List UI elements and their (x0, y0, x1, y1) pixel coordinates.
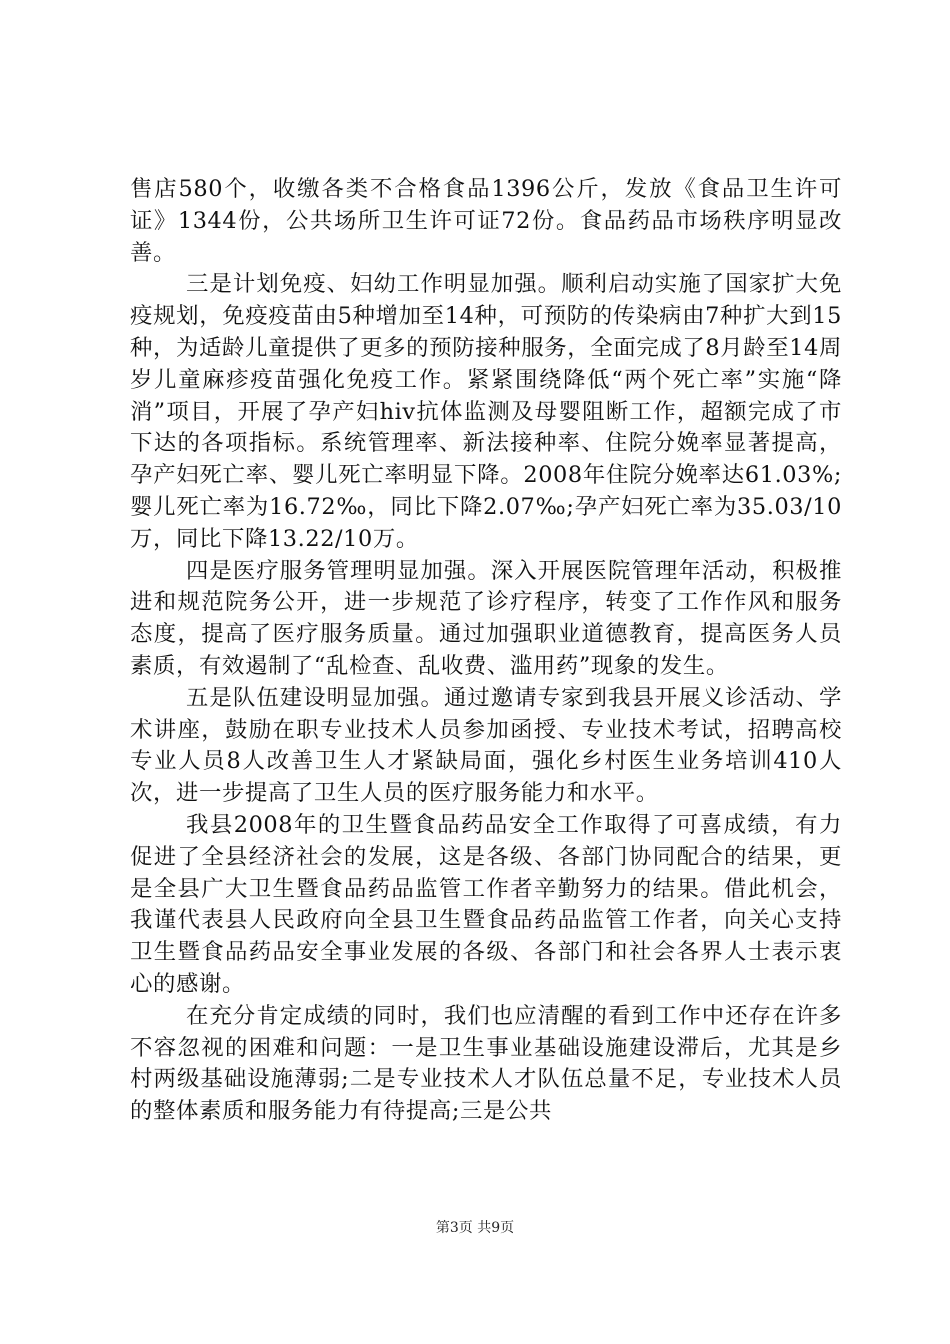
document-body (130, 174, 842, 1128)
paragraph-immunization: 三是计划免疫、妇幼工作明显加强。顺利启动实施了国家扩大免疫规划，免疫疫苗由5种增加至14种，可预防的传染病由7种扩大到15种，为适龄儿童提供了更多的预防接种服务，全面完成了8月龄至14周岁儿童麻疹疫苗强化免疫工作。紧紧围绕降低“两个死亡率”实施“降消”项目，开展了孕产妇hiv抗体监测及母婴阻断工作，超额完成了市下达的各项指标。系统管理率、新法接种率、住院分娩率显著提高，孕产妇死亡率、婴儿死亡率明显下降。2008年住院分娩率达61.03%;婴儿死亡率为16.72‰，同比下降2.07‰;孕产妇死亡率为35.03/10万，同比下降13.22/10万。 (130, 271, 842, 552)
paragraph-continued: 售店580个，收缴各类不合格食品1396公斤，发放《食品卫生许可证》1344份，公共场所卫生许可证72份。食品药品市场秩序明显改善。 (130, 176, 842, 266)
paragraph-achievements: 我县2008年的卫生暨食品药品安全工作取得了可喜成绩，有力促进了全县经济社会的发展，这是各级、各部门协同配合的结果，更是全县广大卫生暨食品药品监管工作者辛勤努力的结果。借此机会，我谨代表县人民政府向全县卫生暨食品药品监管工作者，向关心支持卫生暨食品药品安全事业发展的各级、各部门和社会各界人士表示衷心的感谢。 (130, 811, 842, 997)
paragraph-team-building: 五是队伍建设明显加强。通过邀请专家到我县开展义诊活动、学术讲座，鼓励在职专业技术人员参加函授、专业技术考试，招聘高校专业人员8人改善卫生人才紧缺局面，强化乡村医生业务培训410人次，进一步提高了卫生人员的医疗服务能力和水平。 (130, 684, 842, 807)
paragraph-problems: 在充分肯定成绩的同时，我们也应清醒的看到工作中还存在许多不容忽视的困难和问题：一是卫生事业基础设施建设滞后，尤其是乡村两级基础设施薄弱;二是专业技术人才队伍总量不足，专业技术人员的整体素质和服务能力有待提高;三是公共 (130, 1002, 842, 1125)
page-footer: 第3页 共9页 (435, 1220, 515, 1236)
paragraph-medical-service: 四是医疗服务管理明显加强。深入开展医院管理年活动，积极推进和规范院务公开，进一步规范了诊疗程序，转变了工作作风和服务态度，提高了医疗服务质量。通过加强职业道德教育，提高医务人员素质，有效遏制了“乱检查、乱收费、滥用药”现象的发生。 (130, 557, 842, 679)
